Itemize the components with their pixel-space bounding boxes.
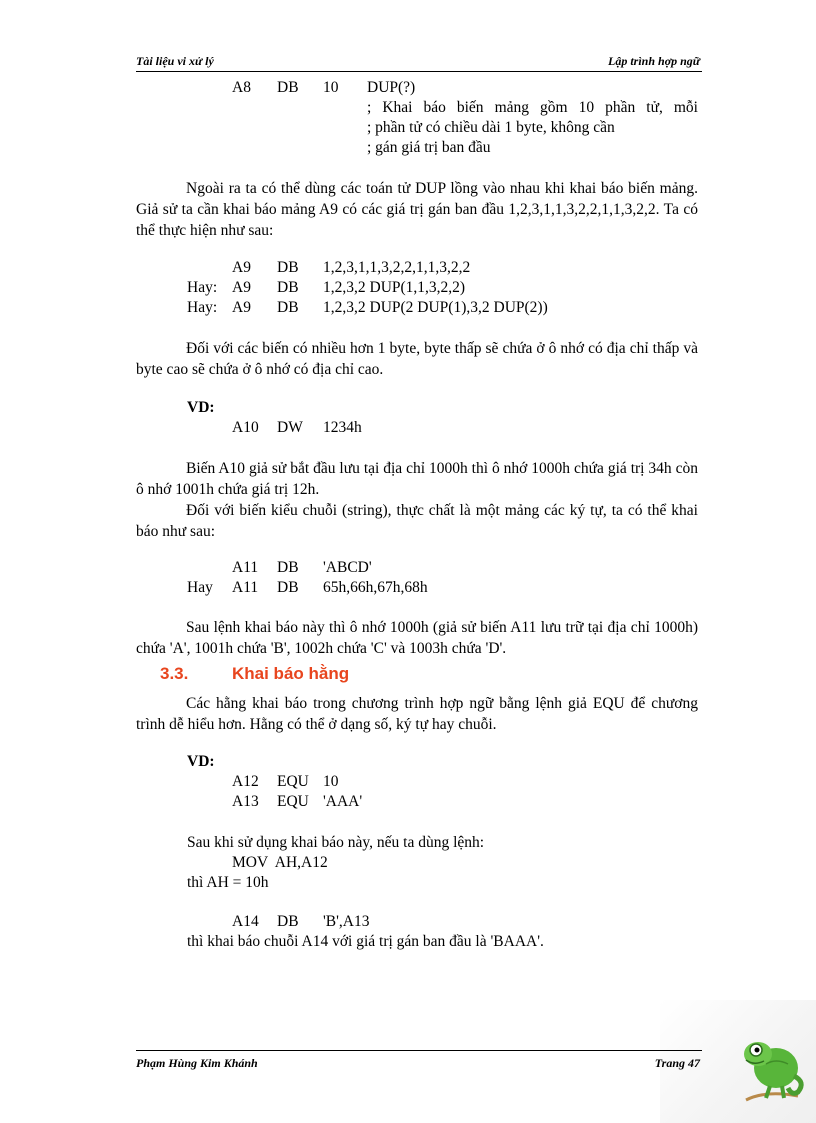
header-right: Lập trình hợp ngữ — [608, 54, 700, 68]
code-a13-dir: EQU — [277, 793, 309, 810]
paragraph-multibyte: Đối với các biến có nhiều hơn 1 byte, byte thấp sẽ chứa ở ô nhớ có địa chỉ thấp và byte cao sẽ chứa ở ô nhớ có địa chỉ cao. — [136, 340, 698, 378]
code-a10-dir: DW — [277, 419, 303, 436]
chameleon-pupil — [755, 1048, 760, 1053]
chameleon-icon — [736, 1030, 808, 1108]
code-a12-dir: EQU — [277, 773, 309, 790]
code-a9-dir-2: DB — [277, 279, 299, 296]
paragraph-after: Sau khi sử dụng khai báo này, nếu ta dùng lệnh: — [187, 834, 485, 851]
code-a9-value-2: 1,2,3,2 DUP(1,1,3,2,2) — [323, 279, 466, 296]
code-a13-name: A13 — [232, 793, 259, 810]
paragraph-a11: Sau lệnh khai báo này thì ô nhớ 1000h (giả sử biến A11 lưu trữ tại địa chỉ 1000h) chứa 'A', 1001h chứa 'B', 1002h chứa 'C' và 1003h chứa 'D'. — [136, 619, 698, 657]
footer-rule — [136, 1050, 702, 1051]
code-a11-dir-2: DB — [277, 579, 299, 596]
code-a9-dir-3: DB — [277, 299, 299, 316]
code-mov: MOV AH,A12 — [232, 854, 328, 871]
section-number: 3.3. — [160, 664, 189, 683]
code-a8-dir: DB — [277, 79, 299, 96]
code-a12-name: A12 — [232, 773, 259, 790]
code-a9-value-1: 1,2,3,1,1,3,2,2,1,1,3,2,2 — [323, 259, 471, 276]
paragraph-a14: thì khai báo chuỗi A14 với giá trị gán ban đầu là 'BAAA'. — [187, 933, 544, 950]
vd-label-2: VD: — [187, 753, 215, 770]
code-a14-name: A14 — [232, 913, 259, 930]
code-a8-name: A8 — [232, 79, 251, 96]
code-a10-name: A10 — [232, 419, 259, 436]
footer-right: Trang 47 — [654, 1056, 700, 1070]
code-a11-dir-1: DB — [277, 559, 299, 576]
code-a9-name-2: A9 — [232, 279, 251, 296]
code-a11-value-1: 'ABCD' — [323, 559, 372, 576]
code-a9-prefix-3: Hay: — [187, 299, 218, 316]
code-a9-dir-1: DB — [277, 259, 299, 276]
section-title: Khai báo hằng — [232, 664, 350, 683]
paragraph-dup: Ngoài ra ta có thể dùng các toán tử DUP lồng vào nhau khi khai báo biến mảng. Giả sử ta cần khai báo mảng A9 có các giá trị gán ban đầu 1,2,3,1,1,3,2,2,1,1,3,2,2. Ta có thể thực hiện như sau: — [136, 180, 698, 239]
result-ah: thì AH = 10h — [187, 874, 269, 891]
code-a13-value: 'AAA' — [323, 793, 363, 810]
code-a8-count: 10 — [323, 79, 339, 96]
code-a9-prefix-2: Hay: — [187, 279, 218, 296]
header-left: Tài liệu vi xử lý — [136, 54, 214, 68]
code-a8-comment-3: ; gán giá trị ban đầu — [367, 139, 491, 156]
code-a9-name-3: A9 — [232, 299, 251, 316]
code-a11-prefix-2: Hay — [187, 579, 213, 596]
code-a8-dup: DUP(?) — [367, 79, 416, 96]
code-a11-value-2: 65h,66h,67h,68h — [323, 579, 428, 596]
code-a9-name-1: A9 — [232, 259, 251, 276]
code-a12-value: 10 — [323, 773, 339, 790]
code-a14-value: 'B',A13 — [323, 913, 370, 930]
code-a10-value: 1234h — [323, 419, 362, 436]
code-a11-name-2: A11 — [232, 579, 259, 596]
paragraph-a10: Biến A10 giả sử bắt đầu lưu tại địa chỉ 1000h thì ô nhớ 1000h chứa giá trị 34h còn ô nhớ 1001h chứa giá trị 12h. — [136, 460, 698, 498]
code-a9-value-3: 1,2,3,2 DUP(2 DUP(1),3,2 DUP(2)) — [323, 299, 548, 316]
paragraph-string: Đối với biến kiểu chuỗi (string), thực chất là một mảng các ký tự, ta có thể khai báo như sau: — [136, 502, 698, 540]
code-a11-name-1: A11 — [232, 559, 259, 576]
branch-shape — [746, 1094, 798, 1100]
header-rule — [136, 71, 702, 72]
code-a14-dir: DB — [277, 913, 299, 930]
paragraph-equ: Các hằng khai báo trong chương trình hợp ngữ bằng lệnh giả EQU để chương trình dễ hiểu hơn. Hằng có thể ở dạng số, ký tự hay chuỗi. — [136, 695, 698, 733]
code-a8-comment-1: ; Khai báo biến mảng gồm 10 phần tử, mỗi — [367, 99, 698, 116]
vd-label-1: VD: — [187, 399, 215, 416]
code-a8-comment-2: ; phần tử có chiều dài 1 byte, không cần — [367, 119, 615, 136]
footer-left: Phạm Hùng Kim Khánh — [136, 1056, 258, 1070]
